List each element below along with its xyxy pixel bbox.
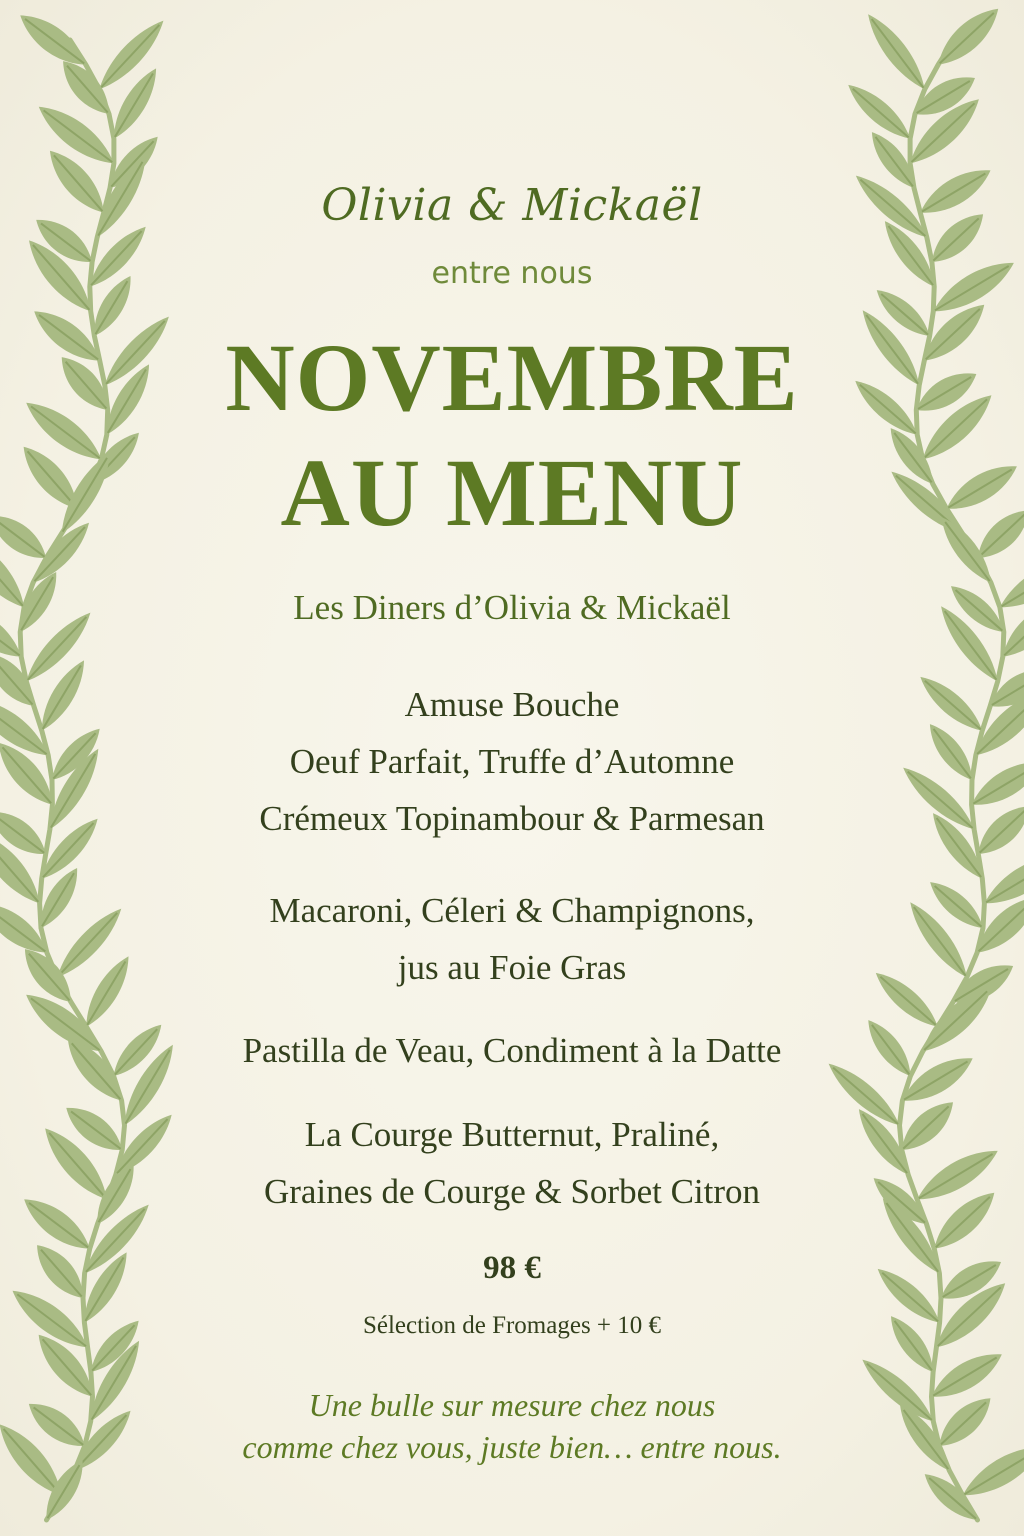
course-pastilla [150,1022,874,1079]
course-line: Oeuf Parfait, Truffe d’Automne [289,742,735,781]
course-line: Graines de Courge & Sorbet Citron [263,1172,761,1211]
olive-leaf [13,5,94,75]
course-amuse-bouche [150,676,874,847]
dinner-series-name: Les Diners d’Olivia & Mickaël [293,588,731,627]
course-line: La Courge Butternut, Praliné, [304,1115,720,1154]
menu-title-line-1: NOVEMBRE [225,324,799,431]
olive-leaf [77,951,137,1032]
tagline-line: Une bulle sur mesure chez nous [308,1387,716,1423]
course-line: Crémeux Topinambour & Parmesan [259,799,765,838]
olive-leaf [871,1261,947,1331]
course-line: Macaroni, Céleri & Champignons, [269,891,755,930]
olive-leaf [913,669,989,739]
course-line: Pastilla de Veau, Condiment à la Datte [242,1031,782,1070]
course-line: Amuse Bouche [404,685,620,724]
course-dessert [150,1106,874,1220]
olive-leaf [940,456,1023,520]
course-line: jus au Foie Gras [397,948,627,987]
cheese-option: Sélection de Fromages + 10 € [362,1312,662,1339]
olive-leaf [956,1436,1024,1506]
course-macaroni [150,882,874,996]
menu-content [150,0,874,1536]
olive-leaf [923,205,992,271]
olive-leaf [930,0,1007,74]
menu-price: 98 € [483,1250,541,1286]
olive-leaf [914,160,997,224]
olive-leaf [922,718,981,787]
header-subtitle: entre nous [431,256,593,291]
menu-title-line-2: AU MENU [280,439,744,546]
olive-leaf [869,965,945,1035]
couple-names: Olivia & Mickaël [321,180,703,231]
olive-leaf [17,1189,98,1259]
tagline-line: comme chez vous, juste bien… entre nous. [242,1429,782,1465]
tagline [150,1384,874,1468]
